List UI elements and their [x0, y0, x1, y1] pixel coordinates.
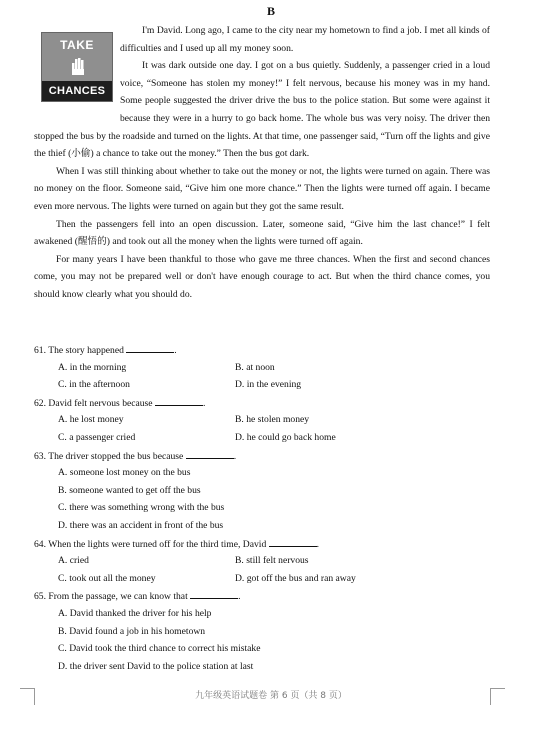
- option-row: [34, 570, 490, 588]
- option[interactable]: A. he lost money: [58, 414, 124, 426]
- question-list: [34, 341, 490, 675]
- option[interactable]: A. David thanked the driver for his help: [58, 607, 212, 619]
- option-row: [34, 605, 490, 623]
- answer-blank[interactable]: [155, 394, 203, 406]
- option[interactable]: D. he could go back home: [235, 431, 336, 443]
- option[interactable]: B. he stolen money: [235, 414, 310, 426]
- option-row: [34, 482, 490, 500]
- answer-blank[interactable]: [126, 341, 174, 353]
- option[interactable]: B. someone wanted to get off the bus: [58, 484, 201, 496]
- option[interactable]: A. cried: [58, 555, 89, 567]
- option-row: [34, 359, 490, 377]
- passage-paragraph: It was dark outside one day. I got on a bus quietly. Suddenly, a passenger cried in a loud voice, “Someone has stolen my money!” I felt nervous, because his money was in my hand. Some people suggested the driver drive the bus to the police station. But some were against it because they were in a hurry to go back home. The whole bus was very noisy. The driver then stopped the bus by the roadside and turned on the lights. At that time, one passenger said, “Turn off the lights and give the thief (小偷) a chance to take out the money.” Then the bus got dark.: [34, 60, 490, 160]
- option[interactable]: A. someone lost money on the bus: [58, 467, 191, 479]
- passage-paragraph: When I was still thinking about whether to take out the money or not, the lights were turned on again. There was no money on the floor. Someone said, “Give him one more chance.” Then the lights were turned off again. I became even more nervous. The lights were turned on again but they got the same result.: [34, 165, 490, 212]
- passage-paragraph: I'm David. Long ago, I came to the city near my hometown to find a job. I met all kinds of difficulties and I used up all my money soon.: [120, 25, 490, 54]
- answer-blank[interactable]: [269, 535, 317, 547]
- option-row: [34, 411, 490, 429]
- page-footer: 九年级英语试题卷 第 6 页（共 8 页）: [195, 691, 347, 701]
- logo-top-text: TAKE: [60, 38, 94, 52]
- hand-icon: [70, 57, 86, 75]
- option-row: [34, 552, 490, 570]
- question-stem: 63. The driver stopped the bus because .: [34, 447, 490, 465]
- answer-blank[interactable]: [186, 447, 234, 459]
- option[interactable]: D. there was an accident in front of the bus: [58, 519, 224, 531]
- option[interactable]: B. at noon: [235, 361, 275, 373]
- option[interactable]: B. still felt nervous: [235, 555, 309, 567]
- logo-bottom-text: CHANCES: [42, 81, 112, 101]
- option-row: [34, 429, 490, 447]
- option[interactable]: D. in the evening: [235, 379, 302, 391]
- question-stem: 65. From the passage, we can know that .: [34, 587, 490, 605]
- option-row: [34, 464, 490, 482]
- option-row: [34, 499, 490, 517]
- option[interactable]: D. the driver sent David to the police station at last: [58, 660, 254, 672]
- option-row: [34, 658, 490, 676]
- take-chances-logo: [41, 32, 113, 102]
- option[interactable]: D. got off the bus and ran away: [235, 572, 356, 584]
- option[interactable]: C. a passenger cried: [58, 431, 136, 443]
- option[interactable]: C. in the afternoon: [58, 379, 130, 391]
- option-row: [34, 623, 490, 641]
- option[interactable]: A. in the morning: [58, 361, 127, 373]
- passage-paragraph: Then the passengers fell into an open discussion. Later, someone said, “Give him the last chance!” I felt awakened (醒悟的) and took out all the money when the lights were turned off again.: [34, 218, 490, 248]
- question-stem: 64. When the lights were turned off for the third time, David .: [34, 535, 490, 553]
- option[interactable]: C. took out all the money: [58, 572, 156, 584]
- option[interactable]: C. there was something wrong with the bus: [58, 502, 225, 514]
- answer-blank[interactable]: [190, 587, 238, 599]
- passage-paragraph: For many years I have been thankful to those who gave me three chances. When the first and second chances come, you may not be prepared well or don't have enough courage to act. But when the third chance comes, you should know clearly what you should do.: [34, 253, 490, 300]
- question-stem: 62. David felt nervous because .: [34, 394, 490, 412]
- option-row: [34, 517, 490, 535]
- page-corner-mark: [490, 688, 505, 705]
- option-row: [34, 640, 490, 658]
- option-row: [34, 376, 490, 394]
- section-label: B: [266, 4, 275, 18]
- question-stem: 61. The story happened .: [34, 341, 490, 359]
- option[interactable]: C. David took the third chance to correct his mistake: [58, 643, 261, 655]
- option[interactable]: B. David found a job in his hometown: [58, 625, 206, 637]
